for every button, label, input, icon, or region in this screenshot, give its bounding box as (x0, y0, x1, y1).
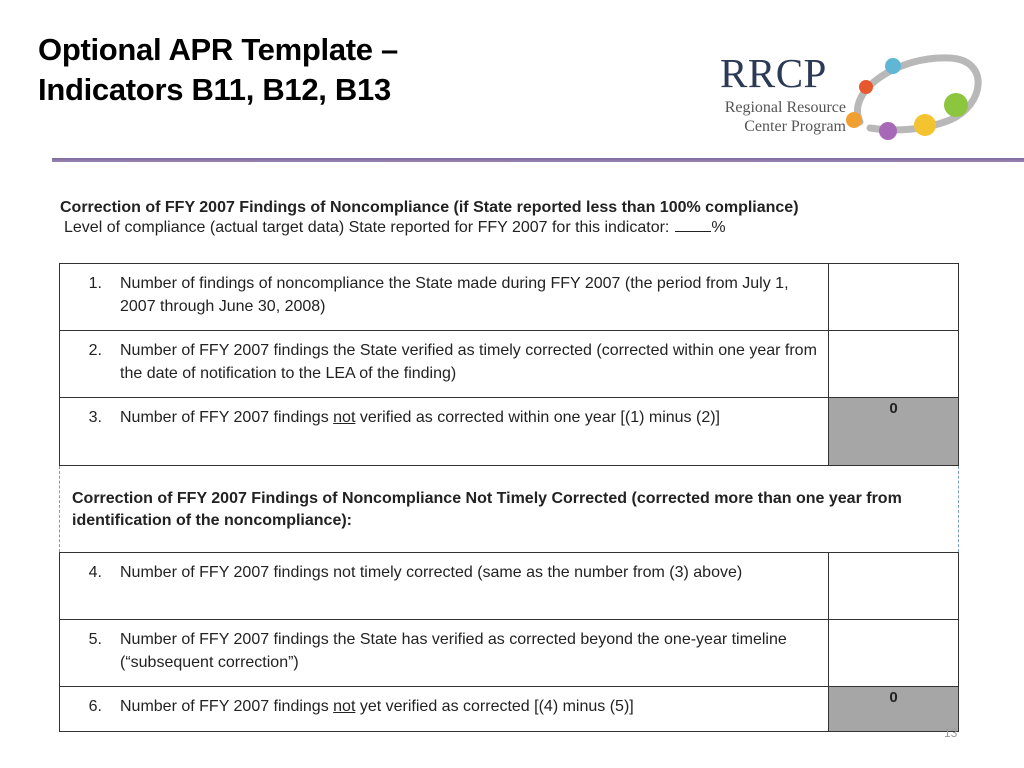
logo-dot-orange (846, 112, 862, 128)
row-number: 4. (88, 564, 102, 581)
logo-dot-purple (879, 122, 897, 140)
slide-title-line2: Indicators B11, B12, B13 (38, 72, 391, 107)
row-text (120, 406, 818, 429)
section-heading-row (60, 466, 959, 553)
compliance-level-blank (675, 218, 711, 232)
slide-title-line1: Optional APR Template – (38, 32, 398, 67)
row-number: 1. (88, 275, 102, 292)
row-number: 6. (88, 698, 102, 715)
answer-cell[interactable] (829, 620, 959, 687)
percent-sign: % (711, 219, 726, 236)
logo-dot-green (944, 93, 968, 117)
row-text-part: Number of FFY 2007 findings (120, 698, 334, 715)
table-row (60, 331, 959, 398)
intro-heading: Correction of FFY 2007 Findings of Noncompliance (if State reported less than 100% compliance) (60, 199, 799, 216)
logo-orbit-icon (840, 50, 990, 145)
answer-cell[interactable] (829, 331, 959, 398)
logo-subtitle-line2: Center Program (744, 118, 846, 135)
section-heading: Correction of FFY 2007 Findings of Noncompliance Not Timely Corrected (corrected more than one year from identification of the noncompliance): (60, 466, 959, 553)
page-number: 13 (944, 726, 958, 740)
compliance-level-label: Level of compliance (actual target data) State reported for FFY 2007 for this indicator: (64, 219, 670, 236)
logo-subtitle-line1: Regional Resource (724, 99, 846, 116)
compliance-level-line (60, 218, 960, 238)
row-text-part: yet verified as corrected [(4) minus (5)] (355, 698, 634, 715)
logo-subtitle (696, 98, 846, 136)
table-row (60, 553, 959, 620)
row-text: Number of findings of noncompliance the State made during FFY 2007 (the period from July 1, 2007 through June 30, 2008) (120, 275, 789, 315)
computed-value-cell: 0 (829, 398, 959, 466)
row-number: 3. (88, 409, 102, 426)
table-row (60, 620, 959, 687)
row-text-part: Number of FFY 2007 findings (120, 409, 334, 426)
row-text-underlined: not (333, 698, 356, 715)
row-text: Number of FFY 2007 findings the State verified as timely corrected (corrected within one year from the date of notification to the LEA of the finding) (120, 342, 817, 382)
row-text: Number of FFY 2007 findings not timely corrected (same as the number from (3) above) (120, 564, 743, 581)
rrcp-logo (690, 50, 990, 145)
row-text (120, 695, 818, 718)
table-row (60, 264, 959, 331)
intro-block (60, 198, 960, 238)
answer-cell[interactable] (829, 553, 959, 620)
logo-wordmark: RRCP (720, 50, 827, 96)
slide-title (38, 30, 398, 110)
findings-table (59, 263, 959, 732)
computed-value-cell: 0 (829, 687, 959, 732)
logo-dot-blue (885, 58, 901, 74)
logo-dot-red (859, 80, 873, 94)
row-number: 2. (88, 342, 102, 359)
answer-cell[interactable] (829, 264, 959, 331)
logo-dot-yellow (914, 114, 936, 136)
table-row (60, 687, 959, 732)
header-divider (52, 158, 1024, 162)
table-row (60, 398, 959, 466)
row-number: 5. (88, 631, 102, 648)
row-text-part: verified as corrected within one year [(1) minus (2)] (355, 409, 720, 426)
row-text: Number of FFY 2007 findings the State has verified as corrected beyond the one-year timeline (“subsequent correction”) (120, 631, 787, 671)
row-text-underlined: not (333, 409, 356, 426)
